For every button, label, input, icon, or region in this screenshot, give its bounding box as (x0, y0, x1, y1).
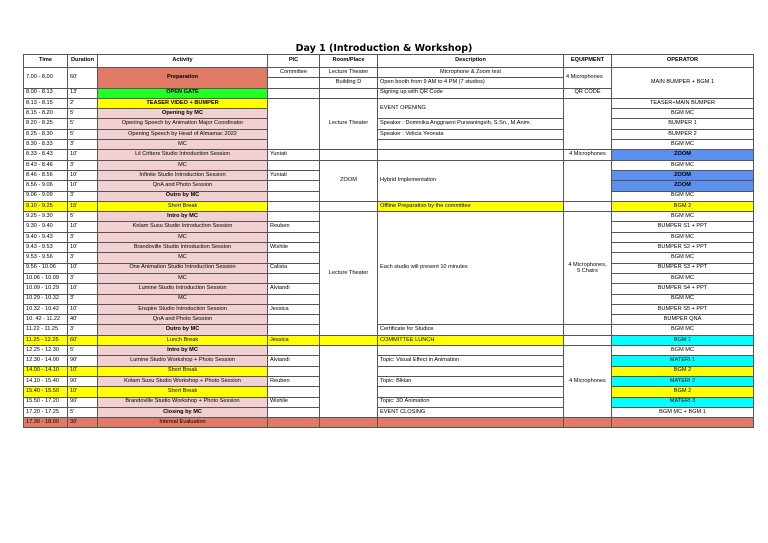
table-row (24, 129, 754, 139)
time-cell: 10.06 - 10.09 (24, 273, 68, 283)
equipment-cell (564, 98, 612, 149)
operator-cell: BUMPER S5 + PPT (612, 304, 754, 314)
duration-cell: 60' (68, 68, 98, 89)
operator-cell: BUMPER QNA (612, 315, 754, 325)
description-cell (378, 150, 564, 160)
duration-cell: 5' (68, 212, 98, 222)
operator-cell: BGM MC (612, 253, 754, 263)
operator-cell: BUMPER S1 + PPT (612, 222, 754, 232)
operator-cell: BUMPER 1 (612, 119, 754, 129)
operator-cell: BUMPER S2 + PPT (612, 243, 754, 253)
time-cell: 14.00 - 14.10 (24, 366, 68, 376)
time-cell: 9.06 - 9.09 (24, 191, 68, 201)
pic-cell (268, 253, 320, 263)
duration-cell: 90' (68, 356, 98, 366)
operator-cell: BGM MC (612, 232, 754, 242)
description-cell: Topic: Blklan (378, 376, 564, 386)
duration-cell: 3' (68, 294, 98, 304)
room-cell: ZOOM (320, 160, 378, 201)
room-cell: Lecture Theater (320, 212, 378, 336)
duration-cell: 10' (68, 263, 98, 273)
time-cell: 8.20 - 8.25 (24, 119, 68, 129)
time-cell: 10.32 - 10.42 (24, 304, 68, 314)
duration-cell: 10' (68, 170, 98, 180)
description-cell (378, 346, 564, 356)
description-cell: Topic: Visual Effect in Animation (378, 356, 564, 366)
time-cell: 10.29 - 10.32 (24, 294, 68, 304)
operator-cell: BGM MC (612, 160, 754, 170)
equipment-cell (564, 335, 612, 345)
pic-cell: Alviandi (268, 284, 320, 294)
pic-cell (268, 212, 320, 222)
duration-cell: 10' (68, 366, 98, 376)
duration-cell: 3' (68, 273, 98, 283)
time-cell: 8.46 - 8.56 (24, 170, 68, 180)
table-row (24, 356, 754, 366)
operator-cell: BGM 1 (612, 335, 754, 345)
col-header-activity: Activity (98, 55, 268, 68)
room-cell (320, 346, 378, 418)
col-header-pic: PIC (268, 55, 320, 68)
pic-cell: Jessica (268, 335, 320, 345)
table-row (24, 150, 754, 160)
time-cell: 17.20 - 17.25 (24, 407, 68, 417)
time-cell: 9.25 - 9.30 (24, 212, 68, 222)
activity-cell: QnA and Photo Session (98, 315, 268, 325)
activity-cell: MC (98, 253, 268, 263)
description-cell: Speaker : Dominika Anggraeni Purwaningsih, S.Sn., M.Anim. (378, 119, 564, 129)
table-row (24, 140, 754, 150)
pic-cell (268, 387, 320, 397)
time-cell: 14.10 - 15.40 (24, 376, 68, 386)
activity-cell: Opening by MC (98, 109, 268, 119)
activity-cell: Lunch Break (98, 335, 268, 345)
time-cell: 15.40 - 15.50 (24, 387, 68, 397)
time-cell: 12.25 - 12.30 (24, 346, 68, 356)
time-cell: 8.25 - 8.30 (24, 129, 68, 139)
activity-cell: Closing by MC (98, 407, 268, 417)
activity-cell: MC (98, 160, 268, 170)
pic-cell: Reuben (268, 376, 320, 386)
time-cell: 11.22 - 11.25 (24, 325, 68, 335)
time-cell: 8.43 - 8.46 (24, 160, 68, 170)
duration-cell: 30' (68, 418, 98, 428)
table-row (24, 366, 754, 376)
pic-cell: Jessica (268, 304, 320, 314)
time-cell: 8.33 - 8.43 (24, 150, 68, 160)
operator-cell (612, 418, 754, 428)
pic-cell: Alviandi (268, 356, 320, 366)
operator-cell: ZOOM (612, 181, 754, 191)
operator-cell: ZOOM (612, 170, 754, 180)
col-header-time: Time (24, 55, 68, 68)
equipment-cell: QR CODE (564, 88, 612, 98)
activity-cell: Kolam Susu Studio Introduction Session (98, 222, 268, 232)
table-row (24, 387, 754, 397)
equipment-cell: 4 Microphones (564, 346, 612, 418)
activity-cell: Short Break (98, 366, 268, 376)
pic-cell: Wishlie (268, 243, 320, 253)
operator-cell: BUMPER S3 + PPT (612, 263, 754, 273)
activity-cell: MC (98, 140, 268, 150)
duration-cell: 10' (68, 304, 98, 314)
duration-cell: 5' (68, 346, 98, 356)
activity-cell: Outro by MC (98, 191, 268, 201)
table-row (24, 407, 754, 417)
time-cell: 11.25 - 12.25 (24, 335, 68, 345)
col-header-equipment: EQUIPMENT (564, 55, 612, 68)
operator-cell: BGM MC + BGM 1 (612, 407, 754, 417)
equipment-cell: 4 Microphones (564, 150, 612, 160)
time-cell: 9.56 - 10.06 (24, 263, 68, 273)
room-cell (320, 150, 378, 160)
duration-cell: 3' (68, 160, 98, 170)
time-cell: 17.30 - 18.00 (24, 418, 68, 428)
equipment-cell (564, 201, 612, 211)
col-header-duration: Duration (68, 55, 98, 68)
duration-cell: 3' (68, 232, 98, 242)
activity-cell: Brandoville Studio Introduction Session (98, 243, 268, 253)
duration-cell: 3' (68, 253, 98, 263)
activity-cell: Kolam Susu Studio Workshop + Photo Session (98, 376, 268, 386)
activity-cell: Opening Speech by Head of Almamac 2022 (98, 129, 268, 139)
room-cell (320, 88, 378, 98)
time-cell: 15.50 - 17.20 (24, 397, 68, 407)
room-cell: Lecture Theater (320, 98, 378, 149)
duration-cell: 90' (68, 376, 98, 386)
duration-cell: 40' (68, 315, 98, 325)
operator-cell: BGM MC (612, 273, 754, 283)
table-row (24, 119, 754, 129)
pic-cell (268, 315, 320, 325)
table-row (24, 201, 754, 211)
time-cell: 9.43 - 9.53 (24, 243, 68, 253)
operator-cell: BGM MC (612, 346, 754, 356)
duration-cell: 5' (68, 119, 98, 129)
description-cell: EVENT OPENING (378, 98, 564, 119)
pic-cell: Yuniati (268, 150, 320, 160)
table-row (24, 346, 754, 356)
page-title: Day 1 (Introduction & Workshop) (295, 43, 473, 54)
description-cell: Speaker : Velicia Yeonata (378, 129, 564, 139)
pic-cell (268, 232, 320, 242)
room-cell (320, 201, 378, 211)
operator-cell: MATERI 1 (612, 356, 754, 366)
operator-cell: TEASER+MAIN BUMPER (612, 98, 754, 108)
time-cell: 8.00 - 8.13 (24, 88, 68, 98)
pic-cell (268, 366, 320, 376)
pic-cell (268, 160, 320, 170)
time-cell: 12.30 - 14.00 (24, 356, 68, 366)
duration-cell: 10' (68, 387, 98, 397)
equipment-cell: 4 Microphones, 5 Chairs (564, 212, 612, 325)
activity-cell: Intro by MC (98, 212, 268, 222)
duration-cell: 5' (68, 109, 98, 119)
room-cell: Lecture Theater (320, 68, 378, 78)
table-row (24, 418, 754, 428)
description-cell (378, 140, 564, 150)
equipment-cell (564, 325, 612, 335)
room-cell (320, 418, 378, 428)
room-cell (320, 335, 378, 345)
duration-cell: 5' (68, 129, 98, 139)
operator-cell: BGM MC (612, 325, 754, 335)
table-row (24, 397, 754, 407)
table-header-row (24, 55, 754, 68)
activity-cell: Internal Evaluation (98, 418, 268, 428)
activity-cell: Preparation (98, 68, 268, 89)
duration-cell: 90' (68, 397, 98, 407)
operator-cell: MATERI 2 (612, 376, 754, 386)
operator-cell: BUMPER S4 + PPT (612, 284, 754, 294)
activity-cell: Intro by MC (98, 346, 268, 356)
pic-cell (268, 418, 320, 428)
col-header-description: Description (378, 55, 564, 68)
activity-cell: Lumine Studio Workshop + Photo Session (98, 356, 268, 366)
duration-cell: 3' (68, 140, 98, 150)
activity-cell: QnA and Photo Session (98, 181, 268, 191)
table-row (24, 98, 754, 108)
table-row (24, 325, 754, 335)
activity-cell: Short Break (98, 387, 268, 397)
equipment-cell (564, 160, 612, 201)
time-cell: 9.10 - 9.25 (24, 201, 68, 211)
equipment-cell (564, 418, 612, 428)
activity-cell: MC (98, 294, 268, 304)
activity-cell: MC (98, 273, 268, 283)
duration-cell: 10' (68, 284, 98, 294)
pic-cell: Wishlie (268, 397, 320, 407)
pic-cell (268, 191, 320, 201)
duration-cell: 3' (68, 325, 98, 335)
pic-cell (268, 346, 320, 356)
description-cell: EVENT CLOSING (378, 407, 564, 417)
pic-cell: Yuniati (268, 170, 320, 180)
activity-cell: MC (98, 232, 268, 242)
operator-cell: BUMPER 2 (612, 129, 754, 139)
activity-cell: One Animation Studio Introduction Session (98, 263, 268, 273)
activity-cell: Lumine Studio Introduction Session (98, 284, 268, 294)
table-row (24, 212, 754, 222)
col-header-room: Room/Place (320, 55, 378, 68)
time-cell: 8.56 - 9.06 (24, 181, 68, 191)
pic-cell (268, 78, 320, 88)
time-cell: 9.30 - 9.40 (24, 222, 68, 232)
description-cell: Each studio will present 10 minutes (378, 212, 564, 325)
operator-cell: BGM 2 (612, 366, 754, 376)
operator-cell: BGM 2 (612, 387, 754, 397)
table-row (24, 376, 754, 386)
pic-cell (268, 98, 320, 149)
operator-cell: MATERI 3 (612, 397, 754, 407)
table-row (24, 335, 754, 345)
description-cell: COMMITTEE LUNCH (378, 335, 564, 345)
description-cell (378, 418, 564, 428)
pic-cell (268, 88, 320, 98)
operator-cell: MAIN BUMPER + BGM 1 (612, 68, 754, 99)
pic-cell: Reuben (268, 222, 320, 232)
time-cell: 8.30 - 8.33 (24, 140, 68, 150)
description-cell: Microphone & Zoom test (378, 68, 564, 78)
schedule-table (23, 54, 754, 428)
pic-cell (268, 325, 320, 335)
operator-cell: BGM MC (612, 294, 754, 304)
description-cell (378, 366, 564, 376)
pic-cell: Committee (268, 68, 320, 78)
duration-cell: 2' (68, 98, 98, 108)
col-header-operator: OPERATOR (612, 55, 754, 68)
activity-cell: Infinite Studio Introduction Session (98, 170, 268, 180)
duration-cell: 5' (68, 407, 98, 417)
operator-cell: BGM MC (612, 140, 754, 150)
description-cell: Open booth from 9 AM to 4 PM (7 studios) (378, 78, 564, 88)
description-cell (378, 387, 564, 397)
pic-cell (268, 294, 320, 304)
activity-cell: OPEN GATE (98, 88, 268, 98)
operator-cell: BGM 2 (612, 201, 754, 211)
activity-cell: TEASER VIDEO + BUMPER (98, 98, 268, 108)
activity-cell: Short Break (98, 201, 268, 211)
duration-cell: 60' (68, 335, 98, 345)
description-cell: Hybrid Implementation (378, 160, 564, 201)
time-cell: 8.15 - 8.20 (24, 109, 68, 119)
pic-cell: Calista (268, 263, 320, 273)
operator-cell: BGM MC (612, 109, 754, 119)
duration-cell: 13' (68, 88, 98, 98)
description-cell: Certificate for Studios (378, 325, 564, 335)
table-row (24, 160, 754, 170)
time-cell: 10.09 - 10.29 (24, 284, 68, 294)
pic-cell (268, 181, 320, 191)
description-cell: Offline Preparation by the committee (378, 201, 564, 211)
duration-cell: 10' (68, 243, 98, 253)
activity-cell: Opening Speech by Animation Major Coordinator (98, 119, 268, 129)
time-cell: 9.40 - 9.43 (24, 232, 68, 242)
time-cell: 8.13 - 8.15 (24, 98, 68, 108)
activity-cell: Outro by MC (98, 325, 268, 335)
room-cell: Building D (320, 78, 378, 88)
equipment-cell: 4 Microphones (564, 68, 612, 89)
time-cell: 10. 42 - 11.22 (24, 315, 68, 325)
activity-cell: Brandoville Studio Workshop + Photo Session (98, 397, 268, 407)
time-cell: 9.53 - 9.56 (24, 253, 68, 263)
activity-cell: Enspire Studio Introduction Session (98, 304, 268, 314)
duration-cell: 15' (68, 201, 98, 211)
pic-cell (268, 201, 320, 211)
duration-cell: 10' (68, 150, 98, 160)
time-cell: 7.00 - 8.00 (24, 68, 68, 89)
operator-cell: BGM MC (612, 191, 754, 201)
activity-cell: Lil Critters Studio Introduction Session (98, 150, 268, 160)
duration-cell: 10' (68, 181, 98, 191)
operator-cell: ZOOM (612, 150, 754, 160)
duration-cell: 10' (68, 222, 98, 232)
description-cell: Signing up with QR Code (378, 88, 564, 98)
operator-cell: BGM MC (612, 212, 754, 222)
pic-cell (268, 407, 320, 417)
pic-cell (268, 273, 320, 283)
description-cell: Topic: 3D Animation (378, 397, 564, 407)
table-row (24, 68, 754, 78)
duration-cell: 3' (68, 191, 98, 201)
